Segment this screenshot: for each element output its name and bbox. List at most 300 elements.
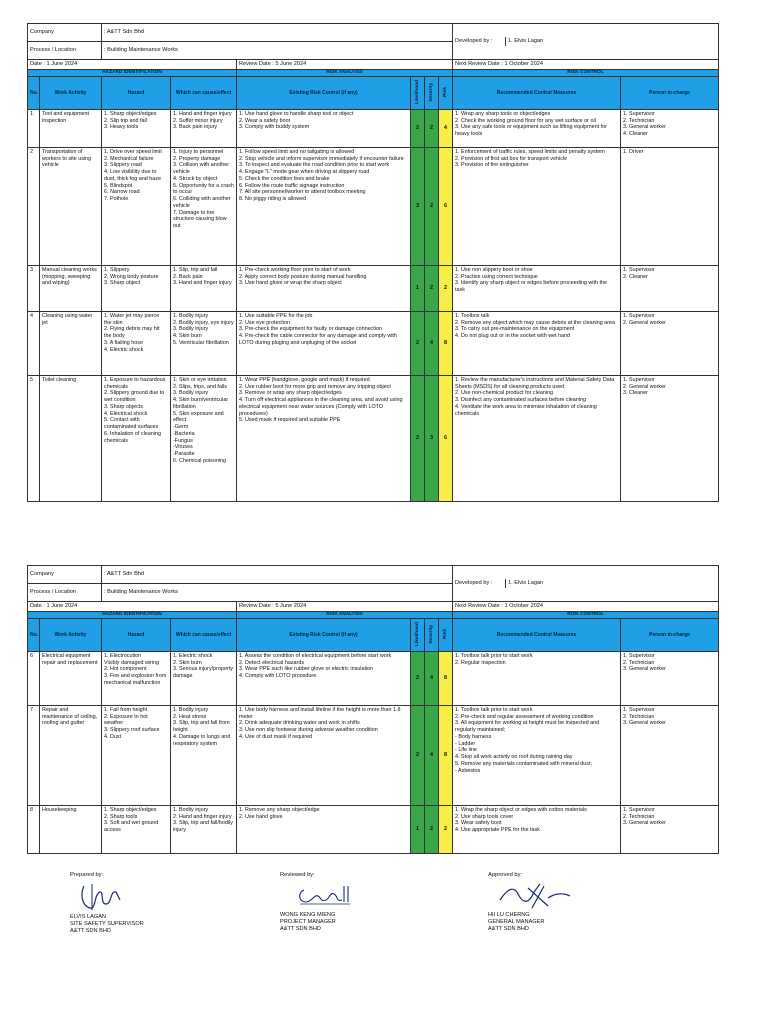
- cause-effect-list-item: 5. Ventricular fibrillation: [173, 339, 229, 346]
- col-risk: Risk: [442, 628, 448, 639]
- person-in-charge-list-item: 1. Supervisor: [623, 706, 655, 713]
- person-in-charge-list-item: 1. Supervisor: [623, 312, 655, 319]
- hazard-list-item: 5. Blindspot: [104, 182, 133, 189]
- hazard-list: [102, 147, 171, 265]
- existing-control-list-item: 1. Use body harness and install lifeline if the height is more than 1.8 meter: [239, 706, 401, 720]
- existing-control-list-item: 3. Comply with buddy system: [239, 124, 310, 131]
- existing-control-list-item: 4. Pre-check the cable connector for any damage and comply with LOTO during pluging and unpluging of the socket: [239, 333, 397, 346]
- developed-label: Developed by :: [453, 579, 506, 588]
- approved-company: A&TT SDN BHD: [488, 926, 529, 933]
- person-in-charge-list-item: 1. Supervisor: [623, 376, 655, 383]
- severity-score: 4: [425, 705, 439, 805]
- person-in-charge-list-item: 4. Cleaner: [623, 131, 648, 138]
- developed-value: 1. Elvis Lagan: [508, 38, 544, 44]
- hazard-list-item: 3. Slippery road: [104, 162, 142, 169]
- existing-control-list: [237, 651, 411, 705]
- row-number: 3: [28, 265, 40, 311]
- person-in-charge-list-item: 2. General worker: [623, 319, 666, 326]
- recommended-control-list-item: 1. Review the manufacturer's instructions and Material Safety Data Sheets (MSDS) for all cleaning products used: [455, 376, 615, 390]
- cause-effect-list-item: 6. Colliding with another vehicle: [173, 196, 231, 209]
- col-recommended-control: Recommended Control Measures: [453, 618, 621, 651]
- person-in-charge-list: [621, 805, 719, 853]
- recommended-control-list: [453, 147, 621, 265]
- prepared-title: SITE SAFETY SUPERVISOR: [70, 920, 144, 927]
- hazard-list-item: 3. Fire and explosion from mechanical malfunction: [104, 673, 167, 686]
- existing-control-list-item: 1. Use suitable PPE for the job: [239, 312, 313, 319]
- cause-effect-list: [171, 375, 237, 501]
- existing-control-list-item: 1. Assess the condition of electrical equipment before start work: [239, 652, 392, 659]
- prepared-name: ELVIS LAGAN: [70, 913, 106, 920]
- approved-name: HII LU CHERNG: [488, 911, 530, 918]
- cause-effect-list-item: 3. Bodily injury: [173, 390, 209, 397]
- work-activity: Repair and maintenance of ceiling, roofing and gutter: [40, 705, 102, 805]
- recommended-control-list-item: 3. Wear safety boot: [455, 820, 502, 827]
- col-cause-effect: Which can cause/effect: [171, 618, 237, 651]
- cause-effect-list-item: 1. Hand and finger injury: [173, 110, 232, 117]
- hazard-list-item: 4. Low visibility due to dust, thick fog and haze: [104, 169, 161, 182]
- cause-effect-list-item: 2. Bodily injury, eye injury: [173, 319, 234, 326]
- col-cause-effect: Which can cause/effect: [171, 76, 237, 109]
- hirarc-sheet-1: [27, 23, 718, 502]
- person-in-charge-list-item: 2. General worker: [623, 383, 666, 390]
- sheet-header-table-2: [27, 565, 719, 854]
- existing-control-list-item: 2. Use hand glove: [239, 813, 283, 820]
- hazard-list-item: 2. Mechanical failure: [104, 155, 154, 162]
- approved-signature-icon: [488, 880, 578, 912]
- cause-effect-list-item: 6. Chemical poisoning: [173, 457, 227, 464]
- severity-score: 3: [425, 375, 439, 501]
- section-risk-control: RISK CONTROL: [453, 611, 719, 618]
- risk-score: 2: [439, 265, 453, 311]
- hazard-list-item: 1. Slippery: [104, 266, 130, 273]
- recommended-control-list-item: 3. Disinfect any contaminated surfaces before cleaning: [455, 397, 586, 404]
- hazard-row: [28, 147, 719, 265]
- recommended-control-list-item: 3. Provision of fire extinguisher: [455, 162, 529, 169]
- existing-control-list-item: 5. Check the condition tires and brake: [239, 175, 330, 182]
- hazard-list-item: 3. Slippery roof surface: [104, 727, 160, 734]
- person-in-charge-list-item: 3. General worker: [623, 820, 666, 827]
- existing-control-list-item: 2. Use rubber boot for more grip and remove any tripping object: [239, 383, 391, 390]
- cause-effect-list-item: 5. Skin exposure and effect: [173, 410, 224, 424]
- person-in-charge-list: [621, 705, 719, 805]
- cause-effect-list-item: 2. Property damage: [173, 155, 221, 162]
- row-number: 4: [28, 311, 40, 375]
- hazard-list-item: 6. Inhalation of cleaning chemicals: [104, 430, 161, 444]
- recommended-control-list-item: 2. Use sharp tools cover: [455, 813, 514, 820]
- existing-control-list: [237, 265, 411, 311]
- recommended-control-list-item: 4. Do not plug out or in the socket with wet hand: [455, 333, 571, 340]
- recommended-control-list-item: 1. Enforcement of traffic rules, speed limits and penalty system: [455, 148, 605, 155]
- cause-effect-list-item: 1. Injury to personnel: [173, 148, 224, 155]
- cause-effect-list-item: 3. Serious injury/property damage: [173, 666, 233, 680]
- review-date: Review Date : 5 June 2024: [237, 60, 453, 70]
- cause-effect-list: [171, 705, 237, 805]
- reviewed-label: Reviewed by:: [280, 872, 315, 878]
- recommended-control-list-item: 2. Check the working ground floor for any wet surface or oil: [455, 117, 596, 124]
- likelihood-score: 2: [411, 109, 425, 147]
- risk-score: 8: [439, 311, 453, 375]
- prepared-company: A&TT SDN BHD: [70, 928, 111, 935]
- signature-prepared: [70, 872, 144, 935]
- hazard-list-item: 1. Sharp object/edges: [104, 806, 157, 813]
- cause-effect-list: [171, 311, 237, 375]
- hazard-list-item: 5. Contact with contaminated surfaces: [104, 417, 159, 431]
- date: Date : 1 June 2024: [28, 602, 237, 612]
- cause-effect-list-item: 4. Skin burn/ventricular fibrillation: [173, 397, 229, 410]
- cause-effect-list: [171, 109, 237, 147]
- recommended-control-list-item: 1. Toolbox talk: [455, 312, 490, 319]
- prepared-signature-icon: [70, 880, 130, 914]
- cause-effect-list-item: 3. Hand and finger injury: [173, 280, 232, 287]
- hazard-list-item: 2. Sharp tools: [104, 813, 138, 820]
- cause-effect-list: [171, 265, 237, 311]
- severity-score: 2: [425, 805, 439, 853]
- hazard-list-item: 1. Sharp object/edges: [104, 110, 157, 117]
- process-label: Process / Location: [28, 584, 102, 602]
- section-hazard-identification: HAZARD IDENTIFICATION: [28, 611, 237, 618]
- hazard-list: [102, 265, 171, 311]
- existing-control-list: [237, 805, 411, 853]
- hazard-list: [102, 109, 171, 147]
- likelihood-score: 2: [411, 375, 425, 501]
- hazard-list-item: 2. Hot component: [104, 666, 147, 673]
- hazard-list-item: 4. Dust: [104, 733, 122, 740]
- hazard-list-item: 1. Electrocution: [104, 652, 142, 659]
- person-in-charge-list-item: 2. Cleaner: [623, 273, 648, 280]
- col-recommended-control: Recommended Control Measures: [453, 76, 621, 109]
- recommended-control-list-item: 1. Toolbox talk prior to start work: [455, 706, 533, 713]
- col-person-in-charge: Person in-charge: [621, 618, 719, 651]
- person-in-charge-list-item: 2. Technician: [623, 659, 655, 666]
- cause-effect-list-item: 4. Struck by object: [173, 175, 218, 182]
- cause-effect-list-item: -Bacteria: [173, 430, 195, 437]
- risk-score: 4: [439, 109, 453, 147]
- severity-score: 4: [425, 311, 439, 375]
- cause-effect-list-item: 4. Skin burn: [173, 333, 202, 340]
- recommended-control-list-item: 2. Remove any object which may cause debris at the cleaning area: [455, 319, 616, 326]
- col-person-in-charge: Person in-charge: [621, 76, 719, 109]
- hazard-list-item: 1. Fall from height: [104, 706, 148, 713]
- likelihood-score: 2: [411, 651, 425, 705]
- cause-effect-list-item: -Parasite: [173, 451, 195, 458]
- hazard-list-item: 2. Slippery ground due to wet condition: [104, 390, 165, 404]
- col-work-activity: Work Activity: [40, 618, 102, 651]
- risk-score: 8: [439, 705, 453, 805]
- next-review-date: Next Review Date : 1 October 2024: [453, 60, 719, 70]
- cause-effect-list-item: -Fungus: [173, 437, 193, 444]
- existing-control-list: [237, 147, 411, 265]
- company-value: : A&TT Sdn Bhd: [102, 566, 453, 584]
- existing-control-list-item: 4. Engage "L" mode gear when driving at slippery road: [239, 169, 370, 176]
- work-activity: Manual cleaning works (mopping, sweeping and wiping): [40, 265, 102, 311]
- cause-effect-list-item: 1. Skin or eye irritation: [173, 376, 227, 383]
- hazard-list-item: 4. Electrical shock: [104, 410, 148, 417]
- hazard-list-item: 6. Narrow road: [104, 189, 140, 196]
- col-existing-control: Existing Risk Control (if any): [237, 76, 411, 109]
- hazard-rows-page-1: [28, 109, 719, 501]
- approved-title: GENERAL MANAGER: [488, 918, 545, 925]
- existing-control-list-item: 3. To inspect and evaluate the road condition prior to start work: [239, 162, 390, 169]
- existing-control-list-item: 5. Used mask if required and suitable PPE: [239, 417, 341, 424]
- existing-control-list: [237, 375, 411, 501]
- existing-control-list-item: 1. Wear PPE (handglove, google and mask) if required: [239, 376, 370, 383]
- cause-effect-list-item: 2. Skin burn: [173, 659, 202, 666]
- existing-control-list-item: 2. Detect electrical hazards: [239, 659, 305, 666]
- col-no: No.: [28, 618, 40, 651]
- person-in-charge-list: [621, 265, 719, 311]
- cause-effect-list-item: 3. Bodily injury: [173, 326, 209, 333]
- existing-control-list-item: 3. Remove or wrap any sharp object/edges: [239, 390, 342, 397]
- recommended-control-list-item: - Life line: [455, 747, 477, 754]
- recommended-control-list-item: - Body harness: [455, 733, 492, 740]
- cause-effect-list-item: 2. Suffer minor injury: [173, 117, 223, 124]
- existing-control-list: [237, 705, 411, 805]
- cause-effect-list-item: 1. Bodily injury: [173, 706, 209, 713]
- recommended-control-list: [453, 805, 621, 853]
- recommended-control-list-item: 2. Use non-chemical product for cleaning: [455, 390, 554, 397]
- existing-control-list-item: 1. Follow speed limit and no tailgating is allowed: [239, 148, 355, 155]
- person-in-charge-list: [621, 109, 719, 147]
- section-risk-control: RISK CONTROL: [453, 69, 719, 76]
- risk-score: 6: [439, 147, 453, 265]
- likelihood-score: 2: [411, 705, 425, 805]
- hazard-list-item: 2. Wrong body posture: [104, 273, 159, 280]
- reviewed-company: A&TT SDN BHD: [280, 926, 321, 933]
- work-activity: Housekeeping: [40, 805, 102, 853]
- recommended-control-list-item: 3. To carry out pre-maintenance on the equipment: [455, 326, 575, 333]
- row-number: 7: [28, 705, 40, 805]
- recommended-control-list-item: 3. All equipment for working at height must be inspected and regularly maintained;: [455, 720, 600, 734]
- person-in-charge-list-item: 3. General worker: [623, 720, 666, 727]
- hazard-list: [102, 805, 171, 853]
- col-severity: Severity: [428, 82, 434, 102]
- person-in-charge-list-item: 2. Technician: [623, 713, 655, 720]
- existing-control-list-item: 2. Wear a safety boot: [239, 117, 291, 124]
- risk-score: 6: [439, 375, 453, 501]
- person-in-charge-list-item: 3. General worker: [623, 124, 666, 131]
- reviewed-title: PROJECT MANAGER: [280, 918, 336, 925]
- cause-effect-list-item: 2. Hand and finger injury: [173, 813, 232, 820]
- work-activity: Transportation of workers to site using vehicle: [40, 147, 102, 265]
- person-in-charge-list-item: 1. Driver: [623, 148, 644, 155]
- recommended-control-list-item: 4. Use appropriate PPE for the task: [455, 827, 540, 834]
- recommended-control-list-item: 4. Stop all work activity on roof during raining day: [455, 754, 573, 761]
- signature-reviewed: [280, 872, 360, 933]
- recommended-control-list-item: 5. Remove any materials contaminated with mineral dust;: [455, 760, 592, 767]
- severity-score: 4: [425, 651, 439, 705]
- work-activity: Toilet cleaning: [40, 375, 102, 501]
- reviewed-name: WONG KENG MIENG: [280, 911, 336, 918]
- review-date: Review Date : 5 June 2024: [237, 602, 453, 612]
- existing-control-list: [237, 109, 411, 147]
- work-activity: Tool and equipment inspection: [40, 109, 102, 147]
- person-in-charge-list: [621, 375, 719, 501]
- hazard-list: [102, 375, 171, 501]
- recommended-control-list: [453, 109, 621, 147]
- cause-effect-list-item: 3. Back pain injury: [173, 124, 218, 131]
- hazard-list-item: 3. Heavy tools: [104, 124, 139, 131]
- hazard-list-item: Visibly damaged wiring: [104, 659, 160, 666]
- recommended-control-list-item: - Ladder: [455, 740, 476, 747]
- next-review-date: Next Review Date : 1 October 2024: [453, 602, 719, 612]
- row-number: 6: [28, 651, 40, 705]
- col-risk: Risk: [442, 86, 448, 97]
- recommended-control-list: [453, 311, 621, 375]
- row-number: 5: [28, 375, 40, 501]
- cause-effect-list-item: 7. Damage to tire structure causing blow out: [173, 209, 227, 230]
- hazard-list-item: 2. Slip trip and fall: [104, 117, 147, 124]
- hazard-row: [28, 109, 719, 147]
- cause-effect-list: [171, 147, 237, 265]
- company-label: Company: [28, 24, 102, 42]
- recommended-control-list-item: 4. Ventilate the work area to minimise inhalation of cleaning chemicals: [455, 403, 597, 417]
- recommended-control-list-item: 1. Use non slippery boot or shoe: [455, 266, 533, 273]
- cause-effect-list-item: 1. Bodily injury: [173, 312, 209, 319]
- existing-control-list-item: 1. Pre-check working floor prior to start of work: [239, 266, 351, 273]
- col-likelihood: Likelihood: [414, 621, 420, 646]
- cause-effect-list-item: -Viruses: [173, 444, 193, 451]
- existing-control-list-item: 6. Follow the route traffic signage instruction: [239, 182, 345, 189]
- existing-control-list-item: 4. Comply with LOTO procedure: [239, 673, 317, 680]
- recommended-control-list-item: 2. Provision of first aid box for transport vehicle: [455, 155, 568, 162]
- person-in-charge-list-item: 2. Technician: [623, 813, 655, 820]
- recommended-control-list-item: 2. Practice using correct technique: [455, 273, 538, 280]
- likelihood-score: 3: [411, 147, 425, 265]
- col-hazard: Hazard: [102, 76, 171, 109]
- cause-effect-list-item: 1. Bodily injury: [173, 806, 209, 813]
- process-value: : Building Maintenance Works: [102, 42, 453, 60]
- severity-score: 2: [425, 147, 439, 265]
- severity-score: 2: [425, 109, 439, 147]
- hazard-list-item: 1. Drive over speed limit: [104, 148, 162, 155]
- hazard-list-item: 2. Exposure to hot weather: [104, 713, 148, 727]
- cause-effect-list-item: -Germ: [173, 424, 189, 431]
- recommended-control-list: [453, 265, 621, 311]
- col-work-activity: Work Activity: [40, 76, 102, 109]
- existing-control-list-item: 2. Apply correct body posture during manual handling: [239, 273, 367, 280]
- section-hazard-identification: HAZARD IDENTIFICATION: [28, 69, 237, 76]
- existing-control-list-item: 8. No piggy riding is allowed: [239, 196, 307, 203]
- hazard-list-item: 2. Flying debris may hit the body: [104, 326, 160, 340]
- cause-effect-list-item: 3. Slip, trip and fall from height: [173, 720, 230, 734]
- risk-score: 8: [439, 651, 453, 705]
- work-activity: Cleaning using water jet: [40, 311, 102, 375]
- recommended-control-list-item: 3. Identify any sharp object or edges before proceeding with the task: [455, 280, 607, 294]
- hazard-row: [28, 705, 719, 805]
- hazard-list-item: 3. Sharp objects: [104, 403, 143, 410]
- company-label: Company: [28, 566, 102, 584]
- existing-control-list-item: 7. All site personnel/worker to attend toolbox meeting: [239, 189, 366, 196]
- developed-value: 1. Elvis Lagan: [508, 580, 544, 586]
- col-no: No.: [28, 76, 40, 109]
- hazard-list-item: 1. Water jet may pierce the skin: [104, 312, 160, 326]
- col-existing-control: Existing Risk Control (if any): [237, 618, 411, 651]
- recommended-control-list-item: 2. Regular inspection: [455, 659, 506, 666]
- row-number: 1: [28, 109, 40, 147]
- existing-control-list-item: 3. Pre-check the equipment for faulty or damage connection: [239, 326, 382, 333]
- developed-label: Developed by :: [453, 37, 506, 46]
- approved-label: Approved by:: [488, 872, 523, 878]
- recommended-control-list-item: 1. Toolbox talk prior to start work: [455, 652, 533, 659]
- row-number: 8: [28, 805, 40, 853]
- cause-effect-list: [171, 805, 237, 853]
- col-severity: Severity: [428, 624, 434, 644]
- date: Date : 1 June 2024: [28, 60, 237, 70]
- recommended-control-list-item: - Asbestos: [455, 767, 481, 774]
- person-in-charge-list: [621, 147, 719, 265]
- sheet-header-table: [27, 23, 719, 502]
- hazard-list: [102, 651, 171, 705]
- person-in-charge-list-item: 1. Supervisor: [623, 266, 655, 273]
- cause-effect-list-item: 3. Collison with another vehicle: [173, 162, 230, 176]
- company-value: : A&TT Sdn Bhd: [102, 24, 453, 42]
- person-in-charge-list-item: 1. Supervisor: [623, 806, 655, 813]
- hazard-list-item: 3. Soft and wet ground access: [104, 820, 159, 834]
- likelihood-score: 1: [411, 805, 425, 853]
- person-in-charge-list-item: 2. Technician: [623, 117, 655, 124]
- col-hazard: Hazard: [102, 618, 171, 651]
- likelihood-score: 1: [411, 265, 425, 311]
- process-value: : Building Maintenance Works: [102, 584, 453, 602]
- person-in-charge-list: [621, 651, 719, 705]
- hazard-row: [28, 311, 719, 375]
- risk-score: 2: [439, 805, 453, 853]
- col-likelihood: Likelihood: [414, 79, 420, 104]
- hazard-rows-page-2: [28, 651, 719, 853]
- hazard-list-item: 4. Electric shock: [104, 346, 144, 353]
- existing-control-list-item: 2. Drink adequate drinking water and work in shifts: [239, 720, 360, 727]
- recommended-control-list: [453, 375, 621, 501]
- cause-effect-list-item: 4. Damage to lungs and respiratory system: [173, 733, 231, 747]
- existing-control-list-item: 3. Use hand glove or wrap the sharp object: [239, 280, 342, 287]
- cause-effect-list-item: 2. Back pain: [173, 273, 203, 280]
- hazard-row: [28, 375, 719, 501]
- existing-control-list-item: 3. Use non slip footwear during adverse weather condition: [239, 727, 378, 734]
- cause-effect-list: [171, 651, 237, 705]
- hazard-list-item: 3. Sharp object: [104, 280, 141, 287]
- hazard-list: [102, 311, 171, 375]
- likelihood-score: 2: [411, 311, 425, 375]
- recommended-control-list: [453, 651, 621, 705]
- reviewed-signature-icon: [280, 880, 360, 912]
- work-activity: Electrical equipment repair and replacement: [40, 651, 102, 705]
- person-in-charge-list-item: 3. Cleaner: [623, 390, 648, 397]
- hazard-row: [28, 651, 719, 705]
- hazard-row: [28, 805, 719, 853]
- cause-effect-list-item: 2. Heat stress: [173, 713, 207, 720]
- cause-effect-list-item: 2. Slips, trips, and falls: [173, 383, 227, 390]
- cause-effect-list-item: 1. Electric shock: [173, 652, 213, 659]
- hazard-list: [102, 705, 171, 805]
- recommended-control-list-item: 2. Pre-check and regular assessment of working condition: [455, 713, 594, 720]
- person-in-charge-list-item: 3. General worker: [623, 666, 666, 673]
- recommended-control-list-item: 3. Use any safe tools or equipment such as lifting equipment for heavy tools: [455, 124, 607, 138]
- recommended-control-list-item: 1. Wrap the sharp object or edges with cotton materials: [455, 806, 587, 813]
- existing-control-list-item: 1. Use hand glove to handle sharp tool or object: [239, 110, 354, 117]
- existing-control-list-item: 4. Use of dust mask if required: [239, 733, 313, 740]
- recommended-control-list: [453, 705, 621, 805]
- existing-control-list-item: 4. Turn off electrical appliances in the cleaning area, and avoid using electrical equipment near water sources (Comply with LOTO procedures): [239, 397, 403, 417]
- hazard-list-item: 7. Pothole: [104, 196, 129, 203]
- hazard-row: [28, 265, 719, 311]
- process-label: Process / Location: [28, 42, 102, 60]
- recommended-control-list-item: 1. Wrap any sharp tools or object/edges: [455, 110, 551, 117]
- cause-effect-list-item: 5. Opportunity for a crash to occur: [173, 182, 234, 196]
- hazard-list-item: 3. A flailing hose: [104, 339, 143, 346]
- section-risk-analysis: RISK ANALYSIS: [237, 611, 453, 618]
- existing-control-list-item: 1. Remove any sharp object/edge: [239, 806, 320, 813]
- row-number: 2: [28, 147, 40, 265]
